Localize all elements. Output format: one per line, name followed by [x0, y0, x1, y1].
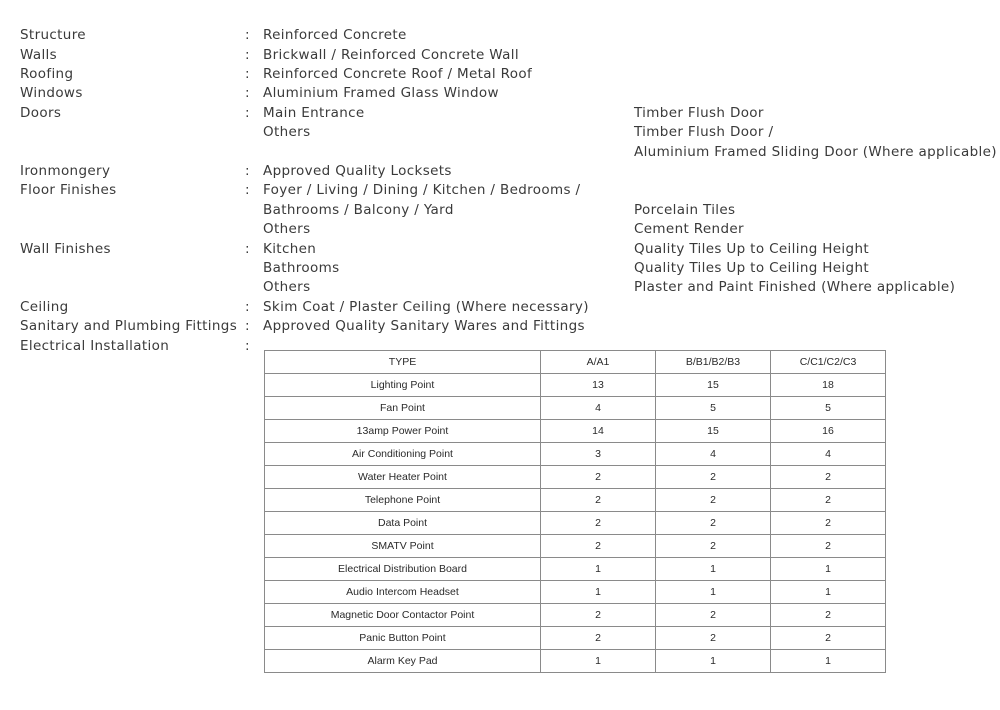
spec-label: Structure [20, 27, 86, 43]
spec-detail: Aluminium Framed Sliding Door (Where applicable) [634, 143, 997, 160]
column-header: C/C1/C2/C3 [771, 351, 886, 374]
table-cell: 2 [656, 489, 771, 512]
table-cell: 5 [771, 397, 886, 420]
table-cell: Audio Intercom Headset [265, 581, 541, 604]
table-cell: 2 [541, 627, 656, 650]
table-row [265, 443, 886, 466]
table-cell: 1 [656, 558, 771, 581]
table-row [265, 535, 886, 558]
table-cell: Data Point [265, 512, 541, 535]
table-row [265, 489, 886, 512]
spec-detail: Quality Tiles Up to Ceiling Height [634, 240, 870, 257]
spec-colon: : [245, 66, 250, 82]
table-cell: 4 [541, 397, 656, 420]
table-cell: 3 [541, 443, 656, 466]
column-header: A/A1 [541, 351, 656, 374]
table-cell: 1 [771, 650, 886, 673]
spec-value: Main Entrance [263, 104, 365, 121]
table-row [265, 466, 886, 489]
spec-row [0, 64, 1000, 84]
table-cell: 2 [771, 604, 886, 627]
spec-label: Doors [20, 104, 62, 121]
table-header-row [265, 351, 886, 374]
table-row [265, 650, 886, 673]
table-cell: 2 [541, 535, 656, 558]
spec-colon: : [245, 163, 250, 179]
table-cell: Panic Button Point [265, 627, 541, 650]
spec-colon: : [245, 46, 250, 63]
spec-row [0, 180, 1000, 200]
table-cell: Air Conditioning Point [265, 443, 541, 466]
spec-row [0, 25, 1000, 45]
table-cell: Alarm Key Pad [265, 650, 541, 673]
table-cell: 2 [771, 512, 886, 535]
table-cell: Lighting Point [265, 374, 541, 397]
electrical-points-table [264, 350, 886, 673]
table-cell: 2 [541, 466, 656, 489]
table-cell: 4 [771, 443, 886, 466]
table-cell: 16 [771, 420, 886, 443]
spec-colon: : [245, 182, 250, 198]
spec-label: Windows [20, 85, 83, 101]
spec-colon: : [245, 318, 250, 334]
table-cell: Telephone Point [265, 489, 541, 512]
spec-value: Reinforced Concrete [263, 27, 407, 43]
spec-row [0, 239, 1000, 259]
table-cell: 1 [541, 650, 656, 673]
table-row [265, 627, 886, 650]
spec-detail: Quality Tiles Up to Ceiling Height [634, 260, 870, 276]
spec-colon: : [245, 240, 250, 257]
table-row [265, 558, 886, 581]
table-row [265, 581, 886, 604]
table-cell: 2 [656, 512, 771, 535]
spec-row [0, 83, 1000, 103]
spec-row [0, 297, 1000, 317]
spec-row [0, 142, 1000, 162]
table-cell: 15 [656, 420, 771, 443]
spec-detail: Plaster and Paint Finished (Where applicable) [634, 279, 956, 295]
column-header: B/B1/B2/B3 [656, 351, 771, 374]
table-cell: 2 [541, 512, 656, 535]
spec-value: Bathrooms / Balcony / Yard [263, 201, 454, 218]
table-cell: Water Heater Point [265, 466, 541, 489]
spec-detail: Porcelain Tiles [634, 201, 736, 218]
table-cell: 5 [656, 397, 771, 420]
spec-label: Sanitary and Plumbing Fittings [20, 318, 238, 334]
spec-value: Bathrooms [263, 260, 340, 276]
table-cell: 1 [771, 558, 886, 581]
spec-row [0, 45, 1000, 65]
column-header: TYPE [265, 351, 541, 374]
table-cell: 1 [656, 581, 771, 604]
table-cell: Electrical Distribution Board [265, 558, 541, 581]
spec-row [0, 258, 1000, 278]
table-cell: 2 [656, 604, 771, 627]
spec-label: Walls [20, 46, 58, 63]
table-cell: 14 [541, 420, 656, 443]
spec-value: Brickwall / Reinforced Concrete Wall [263, 46, 519, 63]
spec-row [0, 219, 1000, 239]
table-cell: 18 [771, 374, 886, 397]
table-cell: 2 [771, 627, 886, 650]
table-cell: 1 [656, 650, 771, 673]
spec-detail: Timber Flush Door / [634, 124, 774, 140]
table-row [265, 374, 886, 397]
spec-value: Foyer / Living / Dining / Kitchen / Bedrooms / [263, 182, 581, 198]
table-cell: 2 [656, 535, 771, 558]
spec-row [0, 122, 1000, 142]
spec-value: Approved Quality Sanitary Wares and Fittings [263, 318, 585, 334]
table-cell: 13amp Power Point [265, 420, 541, 443]
table-cell: 13 [541, 374, 656, 397]
table-cell: 4 [656, 443, 771, 466]
spec-row [0, 103, 1000, 123]
table-cell: SMATV Point [265, 535, 541, 558]
table-row [265, 512, 886, 535]
table-cell: 1 [541, 581, 656, 604]
table-row [265, 420, 886, 443]
table-cell: 2 [771, 466, 886, 489]
spec-value: Others [263, 221, 311, 237]
table-cell: 2 [541, 489, 656, 512]
spec-value: Aluminium Framed Glass Window [263, 85, 499, 101]
table-cell: 2 [656, 627, 771, 650]
spec-value: Others [263, 124, 311, 140]
spec-label: Roofing [20, 66, 74, 82]
spec-value: Skim Coat / Plaster Ceiling (Where necessary) [263, 298, 589, 315]
spec-label: Floor Finishes [20, 182, 117, 198]
spec-value: Approved Quality Locksets [263, 163, 452, 179]
table-row [265, 604, 886, 627]
spec-colon: : [245, 337, 250, 354]
table-cell: 1 [541, 558, 656, 581]
table-cell: 1 [771, 581, 886, 604]
spec-colon: : [245, 85, 250, 101]
table-row [265, 397, 886, 420]
spec-colon: : [245, 27, 250, 43]
spec-row [0, 200, 1000, 220]
spec-detail: Cement Render [634, 221, 744, 237]
spec-value: Reinforced Concrete Roof / Metal Roof [263, 66, 533, 82]
spec-row [0, 161, 1000, 181]
spec-value: Others [263, 279, 311, 295]
spec-colon: : [245, 104, 250, 121]
spec-detail: Timber Flush Door [634, 104, 764, 121]
spec-label: Ironmongery [20, 163, 111, 179]
spec-colon: : [245, 298, 250, 315]
spec-value: Kitchen [263, 240, 317, 257]
table-cell: 2 [541, 604, 656, 627]
table-cell: 15 [656, 374, 771, 397]
spec-row [0, 316, 1000, 336]
spec-label: Wall Finishes [20, 240, 111, 257]
table-cell: 2 [771, 535, 886, 558]
table-cell: 2 [771, 489, 886, 512]
table-cell: Magnetic Door Contactor Point [265, 604, 541, 627]
spec-label: Electrical Installation [20, 337, 170, 354]
spec-row [0, 277, 1000, 297]
spec-label: Ceiling [20, 298, 69, 315]
table-cell: 2 [656, 466, 771, 489]
table-cell: Fan Point [265, 397, 541, 420]
